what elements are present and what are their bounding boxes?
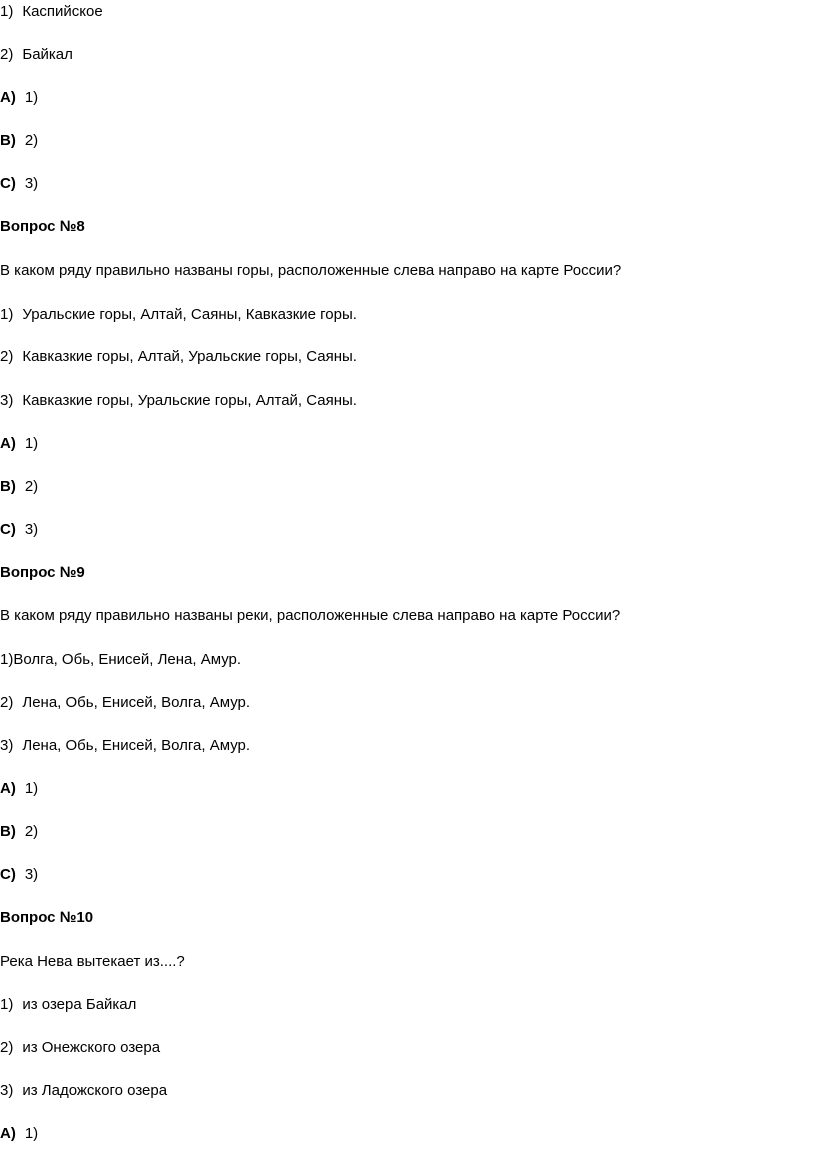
option-text: из Ладожского озера [22,1082,168,1099]
answer-value: 1) [24,780,39,797]
question-text: В каком ряду правильно названы горы, расположенные слева направо на карте России? [0,262,622,279]
option-line [0,348,357,366]
option-number: 1) [0,306,14,323]
answer-line [0,89,38,107]
option-text: Каспийское [22,3,103,20]
option-text: Байкал [22,46,73,63]
answer-value: 2) [24,132,39,149]
option-text: Кавказкие горы, Уральские горы, Алтай, Саяны. [22,392,357,409]
option-text: Лена, Обь, Енисей, Волга, Амур. [22,737,251,754]
answer-value: 3) [24,866,39,883]
option-line [0,1039,160,1057]
answer-value: 3) [24,175,39,192]
answer-value: 1) [24,1125,39,1142]
question-text: Река Нева вытекает из....? [0,953,185,970]
option-text: Уральские горы, Алтай, Саяны, Кавказкие горы. [22,306,357,323]
answer-value: 1) [24,435,39,452]
answer-letter: C) [0,521,16,538]
question-title: Вопрос №8 [0,218,85,235]
option-number: 2) [0,348,14,365]
answer-line [0,866,38,884]
option-text: Кавказкие горы, Алтай, Уральские горы, Саяны. [22,348,357,365]
answer-value: 2) [24,478,39,495]
answer-letter: B) [0,478,16,495]
answer-line [0,435,38,453]
answer-letter: C) [0,175,16,192]
answer-line [0,521,38,539]
question-title: Вопрос №9 [0,564,85,581]
answer-letter: A) [0,435,16,452]
option-line [0,46,73,64]
answer-letter: A) [0,780,16,797]
option-number: 1) [0,3,14,20]
answer-line [0,175,38,193]
question-title: Вопрос №10 [0,909,94,926]
answer-line [0,780,38,798]
option-line [0,392,357,410]
option-text: из озера Байкал [22,996,137,1013]
answer-line [0,1125,38,1143]
answer-letter: B) [0,823,16,840]
option-number: 2) [0,694,14,711]
option-line [0,996,136,1014]
option-number: 1) [0,996,14,1013]
option-line [0,737,250,755]
option-number: 3) [0,737,14,754]
answer-line [0,823,38,841]
answer-letter: A) [0,1125,16,1142]
option-number: 2) [0,46,14,63]
option-line [0,1082,167,1100]
option-line [0,694,250,712]
answer-value: 2) [24,823,39,840]
option-line [0,306,357,324]
answer-value: 1) [24,89,39,106]
option-text: Волга, Обь, Енисей, Лена, Амур. [13,651,242,668]
option-number: 3) [0,1082,14,1099]
answer-letter: A) [0,89,16,106]
option-number: 1) [0,651,14,668]
option-number: 2) [0,1039,14,1056]
option-number: 3) [0,392,14,409]
option-text: из Онежского озера [22,1039,161,1056]
option-line [0,3,103,21]
answer-line [0,132,38,150]
option-line [0,651,241,669]
answer-value: 3) [24,521,39,538]
option-text: Лена, Обь, Енисей, Волга, Амур. [22,694,251,711]
answer-letter: B) [0,132,16,149]
answer-line [0,478,38,496]
question-text: В каком ряду правильно названы реки, расположенные слева направо на карте России? [0,607,621,624]
answer-letter: C) [0,866,16,883]
